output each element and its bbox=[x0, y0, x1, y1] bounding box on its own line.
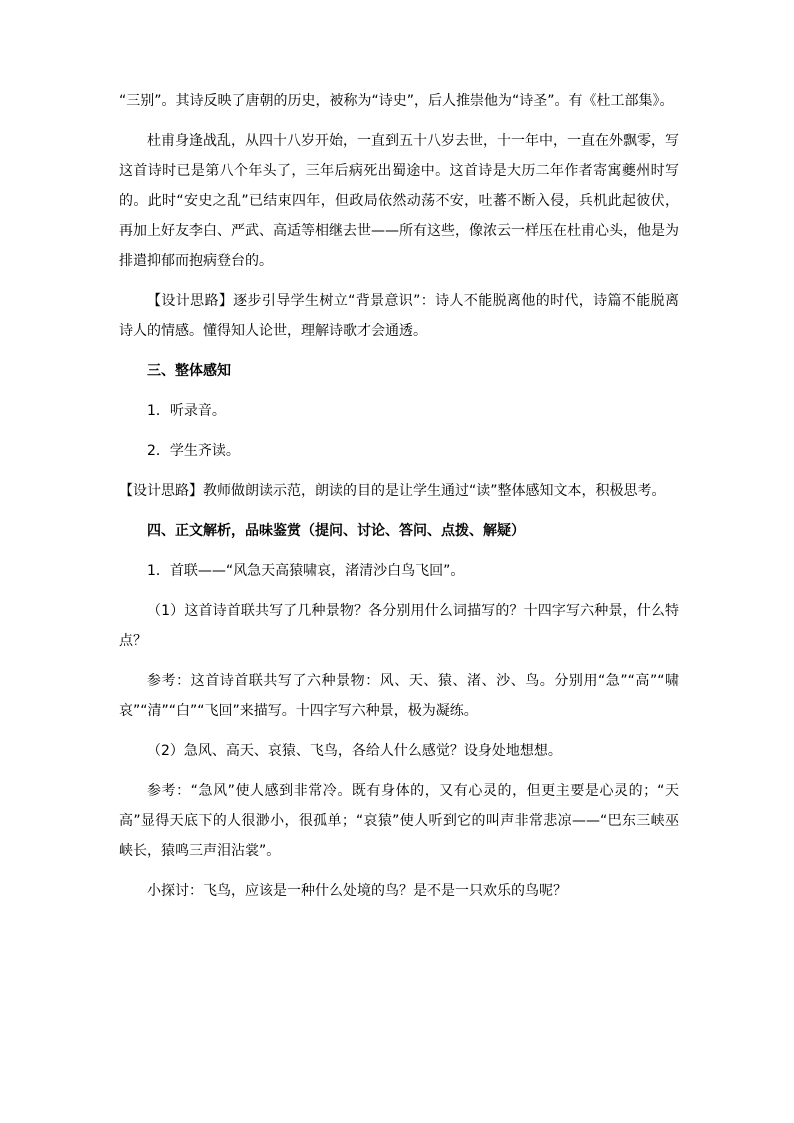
document-body bbox=[119, 86, 679, 906]
answer-1: 参考：这首诗首联共写了六种景物：风、天、猿、渚、沙、鸟。分别用“急”“高”“啸哀”“清”“白”“飞回”来描写。十四字写六种景，极为凝练。 bbox=[119, 673, 679, 719]
list-item-couplet-1: 1．首联——“风急天高猿啸哀，渚清沙白鸟飞回”。 bbox=[147, 563, 465, 579]
list-item-2: 2．学生齐读。 bbox=[147, 443, 240, 459]
paragraph-design-note-2: 【设计思路】教师做朗读示范，朗读的目的是让学生通过“读”整体感知文本，积极思考。 bbox=[119, 483, 666, 499]
discussion-prompt: 小探讨：飞鸟，应该是一种什么处境的鸟？是不是一只欢乐的鸟呢？ bbox=[147, 883, 567, 899]
list-item-1: 1．听录音。 bbox=[147, 403, 226, 419]
paragraph-background: 杜甫身逢战乱，从四十八岁开始，一直到五十八岁去世，十一年中，一直在外飘零，写这首诗时已是第八个年头了，三年后病死出蜀途中。这首诗是大历二年作者寄寓夔州时写的。此时“安史之乱”已结束四年，但政局依然动荡不安，吐蕃不断入侵，兵机此起彼伏，再加上好友李白、严武、高适等相继去世——所有这些，像浓云一样压在杜甫心头，他是为排遣抑郁而抱病登台的。 bbox=[119, 133, 679, 269]
question-1: （1）这首诗首联共写了几种景物？各分别用什么词描写的？十四字写六种景，什么特点？ bbox=[119, 603, 679, 649]
question-2: （2）急风、高天、哀猿、飞鸟，各给人什么感觉？设身处地想想。 bbox=[147, 743, 562, 759]
paragraph-intro-end: “三别”。其诗反映了唐朝的历史，被称为“诗史”，后人推崇他为“诗圣”。有《杜工部集》。 bbox=[119, 93, 674, 109]
paragraph-design-note-1: 【设计思路】逐步引导学生树立“背景意识”：诗人不能脱离他的时代，诗篇不能脱离诗人的情感。懂得知人论世，理解诗歌才会通透。 bbox=[119, 293, 679, 339]
section-heading-4: 四、正文解析，品味鉴赏（提问、讨论、答问、点拨、解疑） bbox=[147, 523, 525, 539]
section-heading-3: 三、整体感知 bbox=[147, 363, 231, 379]
answer-2: 参考：“急风”使人感到非常冷。既有身体的，又有心灵的，但更主要是心灵的；“天高”显得天底下的人很渺小，很孤单；“哀猿”使人听到它的叫声非常悲凉——“巴东三峡巫峡长，猿鸣三声泪沾裳”。 bbox=[119, 783, 679, 859]
